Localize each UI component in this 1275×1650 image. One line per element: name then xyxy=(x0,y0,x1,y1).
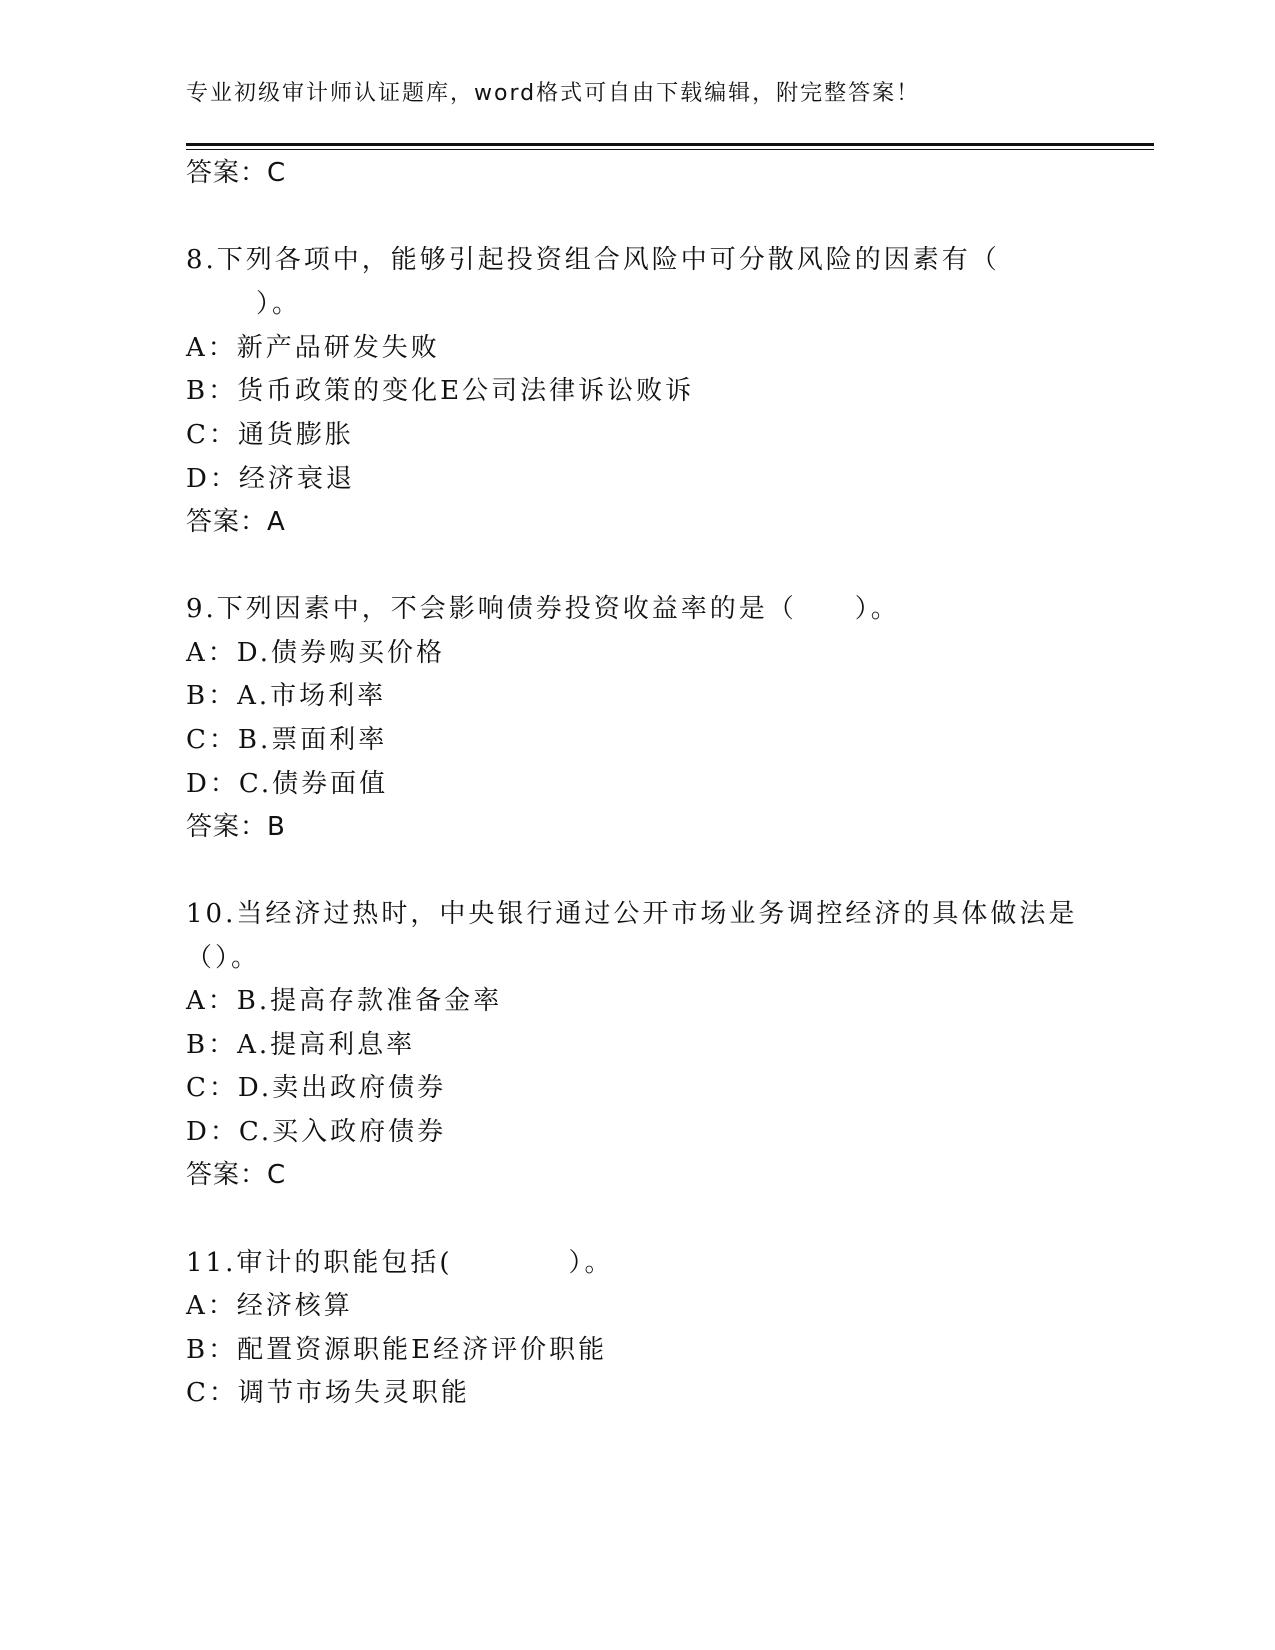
option-c: C：D.卖出政府债券 xyxy=(186,1073,447,1103)
option-c: C：通货膨胀 xyxy=(186,420,354,450)
question-stem-continued: ）。 xyxy=(256,289,302,319)
option-a: A：B.提高存款准备金率 xyxy=(186,986,503,1016)
question-stem: 11.审计的职能包括( ）。 xyxy=(186,1248,614,1278)
page-header: 专业初级审计师认证题库，word格式可自由下载编辑，附完整答案！ xyxy=(186,81,921,106)
option-b: B：货币政策的变化E公司法律诉讼败诉 xyxy=(186,376,695,406)
option-c: C：B.票面利率 xyxy=(186,725,388,755)
question-stem: 10.当经济过热时，中央银行通过公开市场业务调控经济的具体做法是 xyxy=(186,899,1078,929)
question-stem-continued: （）。 xyxy=(186,943,261,973)
option-a: A：经济核算 xyxy=(186,1291,353,1321)
option-d: D：C.债券面值 xyxy=(186,769,389,799)
option-b: B：A.提高利息率 xyxy=(186,1030,416,1060)
option-c: C：调节市场失灵职能 xyxy=(186,1378,470,1408)
option-a: A：D.债券购买价格 xyxy=(186,638,445,668)
answer-line: 答案：C xyxy=(186,158,287,188)
question-stem: 9.下列因素中，不会影响债券投资收益率的是（ ）。 xyxy=(186,594,900,624)
option-b: B：A.市场利率 xyxy=(186,681,387,711)
answer-line: 答案：B xyxy=(186,812,286,842)
question-stem: 8.下列各项中，能够引起投资组合风险中可分散风险的因素有（ xyxy=(186,245,1000,275)
answer-line: 答案：C xyxy=(186,1160,287,1190)
option-a: A：新产品研发失败 xyxy=(186,333,440,363)
option-b: B：配置资源职能E经济评价职能 xyxy=(186,1335,608,1365)
header-divider-thick xyxy=(186,143,1154,146)
option-d: D：经济衰退 xyxy=(186,464,355,494)
answer-line: 答案：A xyxy=(186,507,286,537)
header-divider-thin xyxy=(186,149,1154,150)
option-d: D：C.买入政府债券 xyxy=(186,1117,447,1147)
